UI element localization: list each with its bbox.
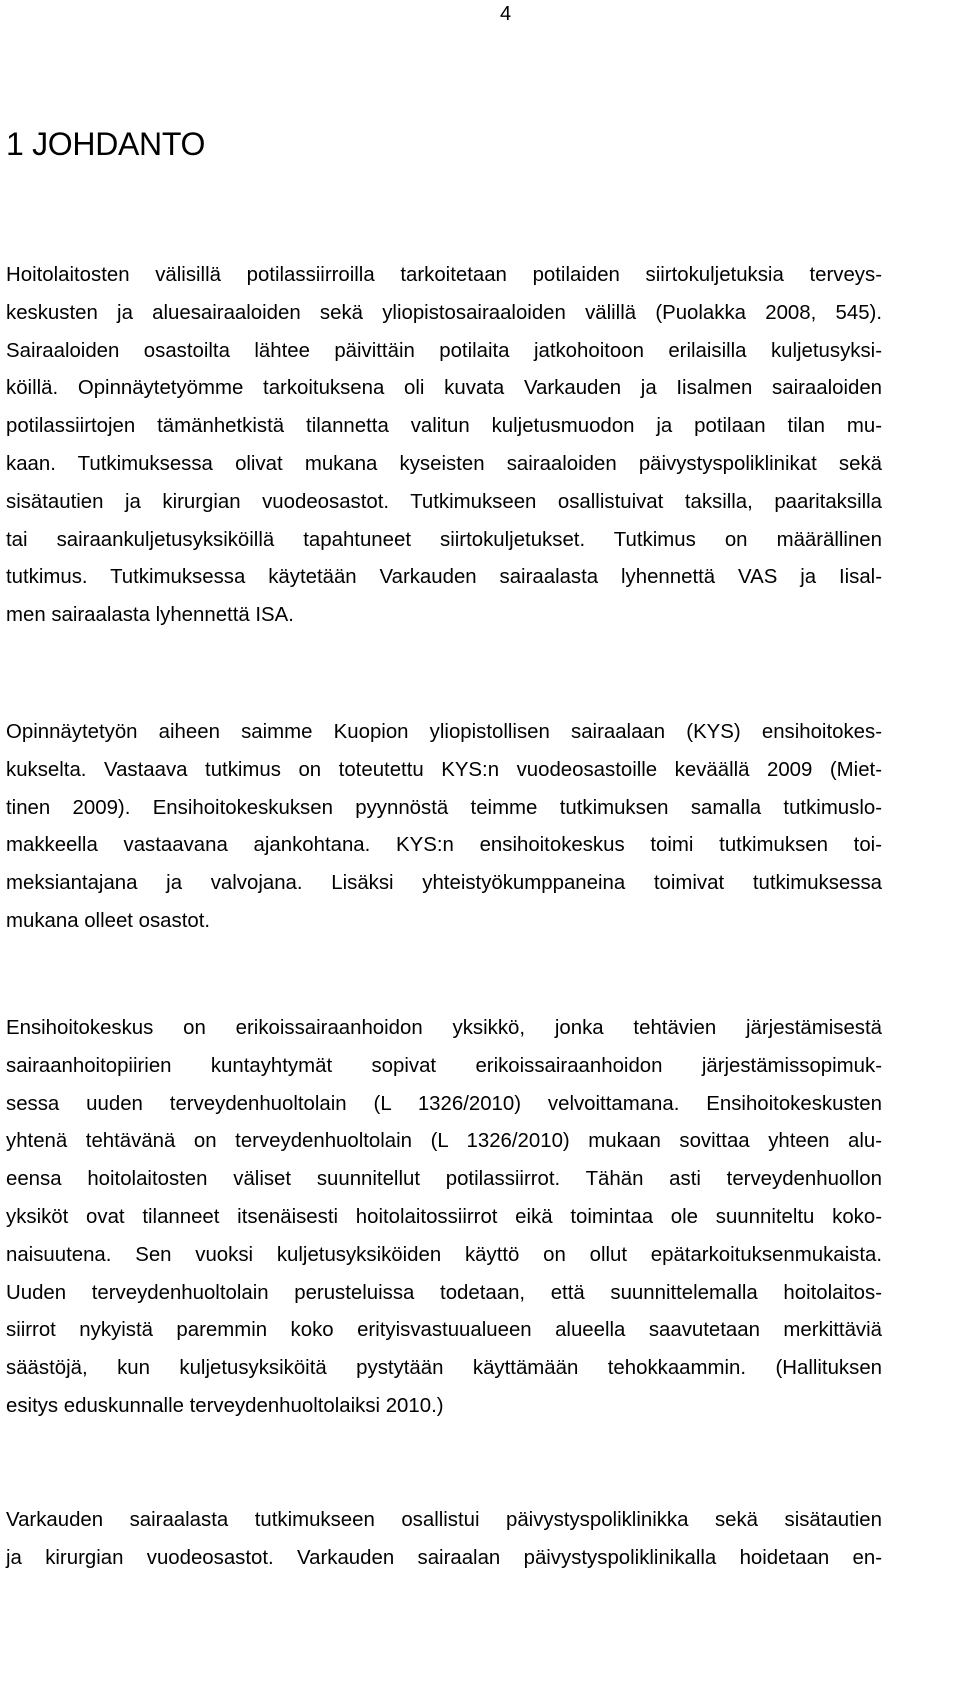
text-line: köillä. Opinnäytetyömme tarkoituksena oli kuvata Varkauden ja Iisalmen sairaaloiden	[6, 377, 882, 400]
text-line: mukana olleet osastot.	[6, 909, 211, 932]
text-line: potilassiirtojen tämänhetkistä tilannetta valitun kuljetusmuodon ja potilaan tilan mu-	[6, 415, 882, 438]
text-line: säästöjä, kun kuljetusyksiköitä pystytään käyttämään tehokkaammin. (Hallituksen	[6, 1357, 882, 1380]
text-line: Ensihoitokeskus on erikoissairaanhoidon yksikkö, jonka tehtävien järjestämisestä	[6, 1017, 882, 1039]
text-line: men sairaalasta lyhennettä ISA.	[6, 604, 294, 627]
text-line: Uuden terveydenhuoltolain perusteluissa todetaan, että suunnittelemalla hoitolaitos-	[6, 1281, 882, 1304]
text-line: kaan. Tutkimuksessa olivat mukana kyseisten sairaaloiden päivystyspoliklinikat sekä	[6, 452, 882, 475]
text-line: keskusten ja aluesairaaloiden sekä yliopistosairaaloiden välillä (Puolakka 2008, 545).	[6, 301, 882, 324]
chapter-heading: 1 JOHDANTO	[6, 126, 206, 162]
text-line: esitys eduskunnalle terveydenhuoltolaiksi 2010.)	[6, 1394, 444, 1417]
paragraph-emergency-center	[6, 1010, 882, 1426]
text-line: ja kirurgian vuodeosastot. Varkauden sairaalan päivystyspoliklinikalla hoidetaan en-	[6, 1546, 882, 1569]
text-line: yksiköt ovat tilanneet itsenäisesti hoitolaitossiirrot eikä toimintaa ole suunniteltu koko-	[6, 1205, 882, 1228]
text-line: tinen 2009). Ensihoitokeskuksen pyynnöstä teimme tutkimuksen samalla tutkimuslo-	[6, 796, 882, 819]
text-line: Sairaaloiden osastoilta lähtee päivittäin potilaita jatkohoitoon erilaisilla kuljetusyksi-	[6, 339, 882, 362]
text-line: Hoitolaitosten välisillä potilassiirroilla tarkoitetaan potilaiden siirtokuljetuksia terveys-	[6, 264, 882, 286]
text-line: Opinnäytetyön aiheen saimme Kuopion yliopistollisen sairaalaan (KYS) ensihoitokes-	[6, 721, 882, 743]
text-line: naisuutena. Sen vuoksi kuljetusyksiköiden käyttö on ollut epätarkoituksenmukaista.	[6, 1243, 882, 1266]
text-line: sessa uuden terveydenhuoltolain (L 1326/2010) velvoittamana. Ensihoitokeskusten	[6, 1092, 882, 1115]
text-line: sisätautien ja kirurgian vuodeosastot. Tutkimukseen osallistuivat taksilla, paaritaksilla	[6, 490, 882, 513]
text-line: yhtenä tehtävänä on terveydenhuoltolain (L 1326/2010) mukaan sovittaa yhteen alu-	[6, 1130, 882, 1153]
text-line: tai sairaankuljetusyksiköillä tapahtuneet siirtokuljetukset. Tutkimus on määrällinen	[6, 528, 882, 551]
text-line: makkeella vastaavana ajankohtana. KYS:n ensihoitokeskus toimi tutkimuksen toi-	[6, 834, 882, 857]
text-line: Varkauden sairaalasta tutkimukseen osallistui päivystyspoliklinikka sekä sisätautien	[6, 1509, 882, 1531]
text-line: kukselta. Vastaava tutkimus on toteutettu KYS:n vuodeosastoille keväällä 2009 (Miet-	[6, 758, 882, 781]
text-line: eensa hoitolaitosten väliset suunnitellut potilassiirrot. Tähän asti terveydenhuollon	[6, 1168, 882, 1191]
page-number: 4	[500, 3, 512, 25]
paragraph-introduction	[6, 257, 882, 635]
text-line: sairaanhoitopiirien kuntayhtymät sopivat erikoissairaanhoidon järjestämissopimuk-	[6, 1054, 882, 1077]
text-line: meksiantajana ja valvojana. Lisäksi yhteistyökumppaneina toimivat tutkimuksessa	[6, 872, 882, 895]
paragraph-varkaus-hospital	[6, 1502, 882, 1578]
text-line: siirrot nykyistä paremmin koko erityisvastuualueen alueella saavutetaan merkittäviä	[6, 1319, 882, 1342]
paragraph-topic-origin	[6, 714, 882, 941]
text-line: tutkimus. Tutkimuksessa käytetään Varkauden sairaalasta lyhennettä VAS ja Iisal-	[6, 566, 882, 589]
